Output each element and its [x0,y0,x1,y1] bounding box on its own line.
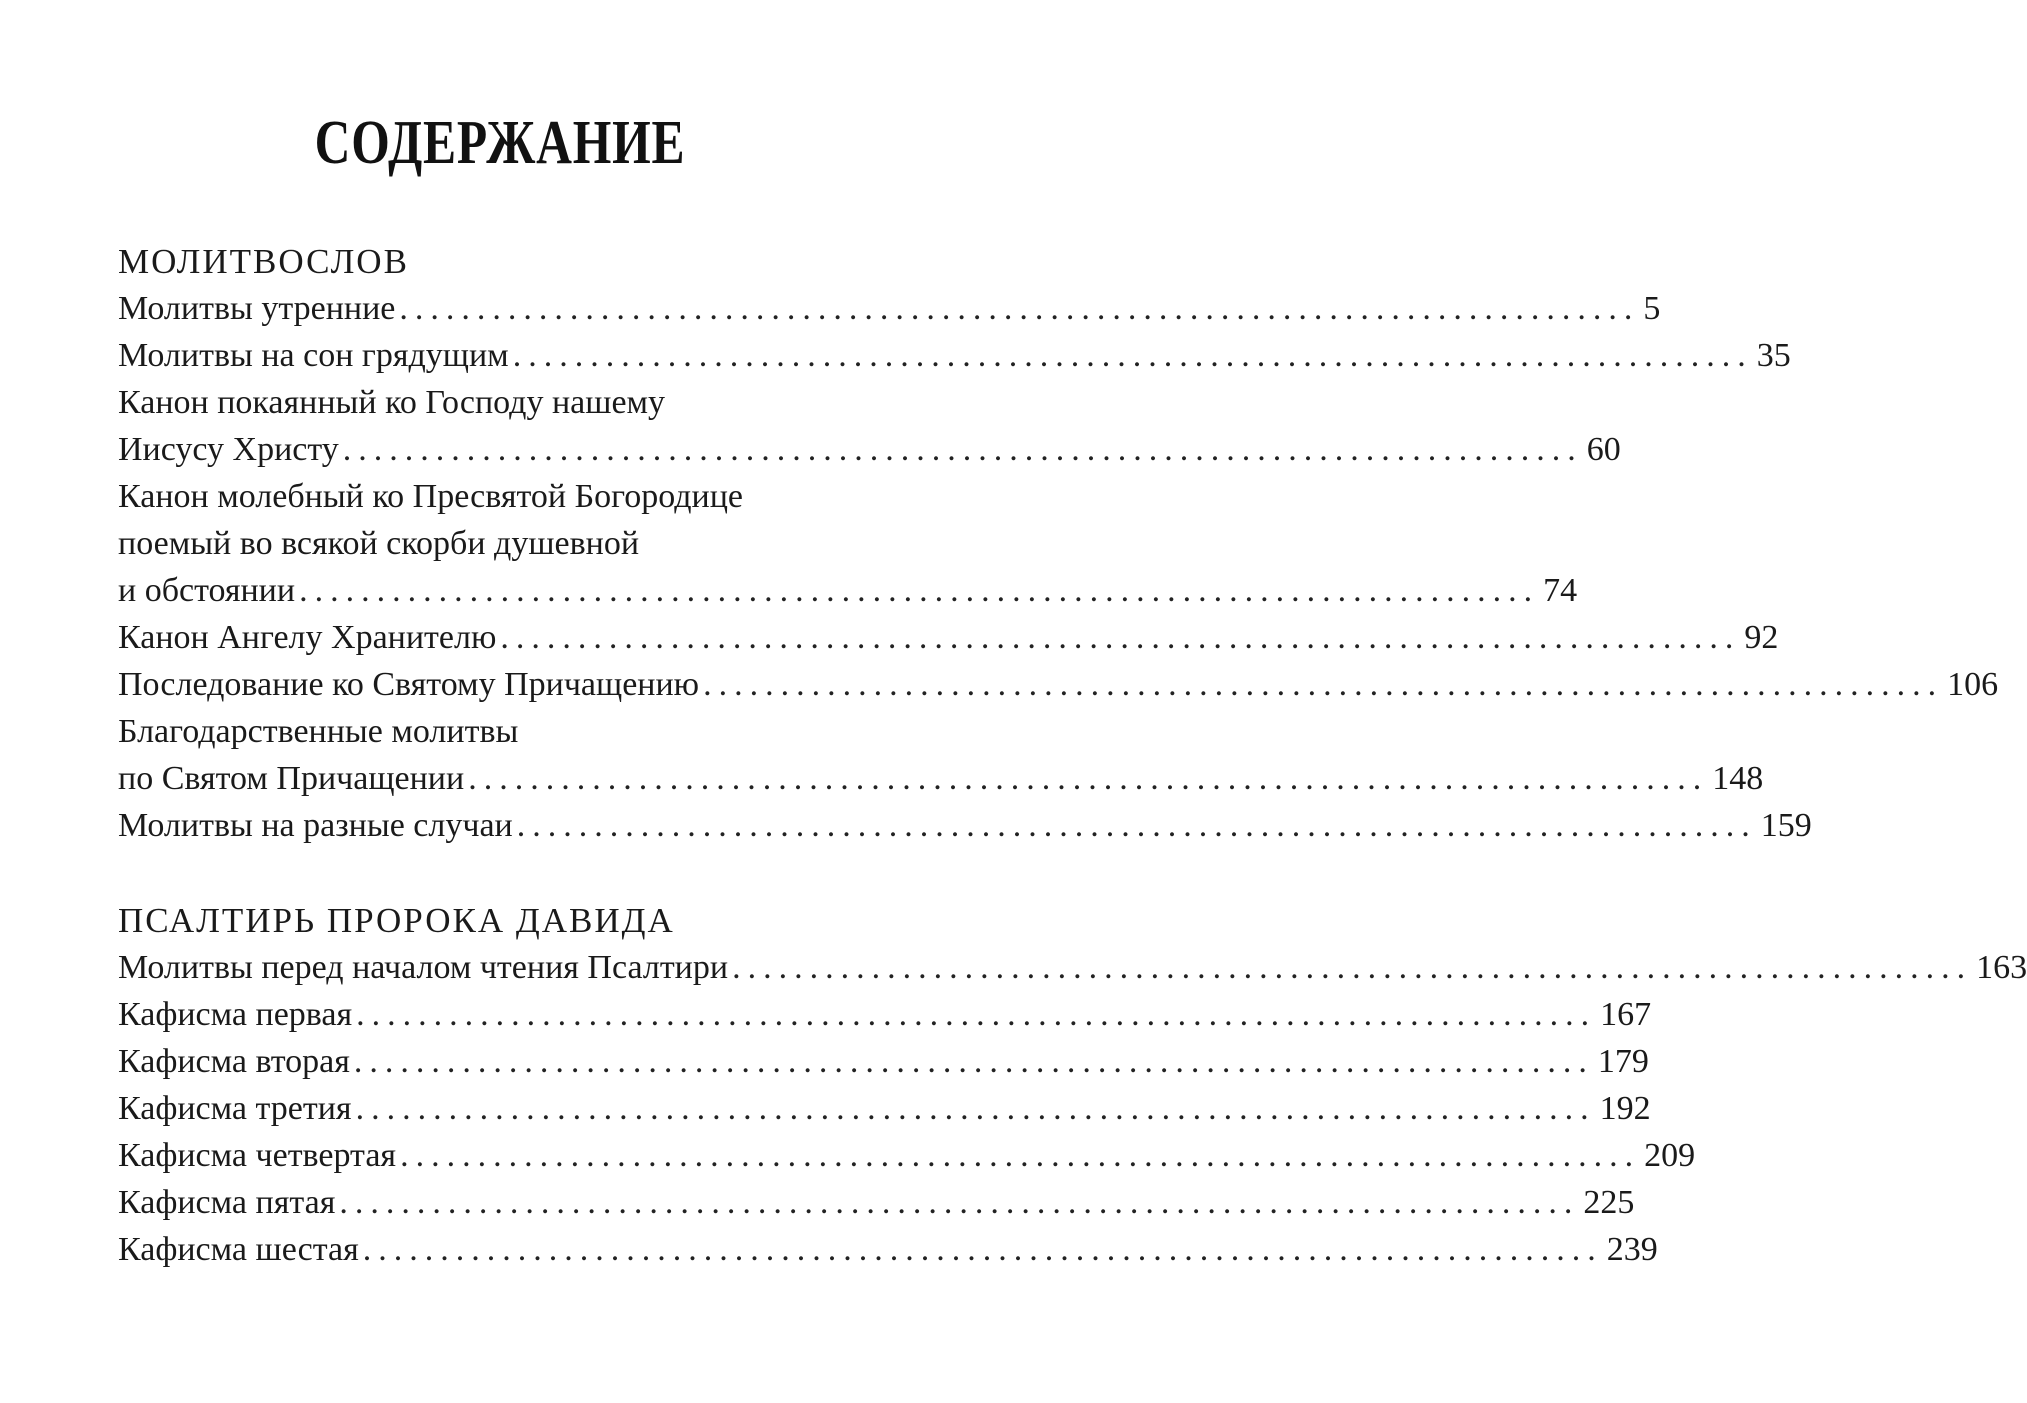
page-number: 74 [1543,572,1578,609]
toc-entry[interactable] [118,332,1791,379]
toc-entry[interactable] [118,1179,1635,1226]
page-number: 35 [1756,337,1791,374]
toc-entry-row [118,567,1578,614]
dot-leader: ................................................................................ [400,1137,1641,1174]
toc-entry-text: по Святом Причащении [118,760,465,797]
page-title: СОДЕРЖАНИЕ [314,109,686,177]
toc-entry-text: и обстоянии [118,572,296,609]
toc-entry-row [118,661,1999,708]
toc-entry-row [118,614,1779,661]
toc-entry-row [118,802,1812,849]
page-number: 159 [1760,807,1812,844]
section-molitvoslov [118,238,1999,849]
section-psaltir [118,897,2027,1273]
page-number: 5 [1643,290,1661,327]
page-number: 179 [1597,1043,1649,1080]
section-heading: ПСАЛТИРЬ ПРОРОКА ДАВИДА [118,901,675,940]
toc-entry-row [118,285,1661,332]
toc-entry-row [118,426,1621,473]
dot-leader: ................................................................................ [516,807,1757,844]
toc-entry-text: Молитвы на разные случаи [118,807,513,844]
page-number: 106 [1947,666,1999,703]
toc-entry-text: Канон Ангелу Хранителю [118,619,497,656]
toc-entry-row [118,1085,1651,1132]
toc-entry-text: Последование ко Святому Причащению [118,666,700,703]
toc-entry[interactable] [118,473,1578,614]
dot-leader: ................................................................................ [355,1090,1596,1127]
toc-entry[interactable] [118,944,2027,991]
toc-entry[interactable] [118,1132,1696,1179]
toc-entry-row [118,1226,1658,1273]
toc-entry-text: Молитвы на сон грядущим [118,337,509,374]
toc-entry[interactable] [118,802,1812,849]
toc-entry-text: Иисусу Христу [118,431,339,468]
page-number: 239 [1606,1231,1658,1268]
dot-leader: ................................................................................ [732,949,1973,986]
toc-entry-row [118,944,2027,991]
toc-entry[interactable] [118,1085,1651,1132]
toc-entry-text: Кафисма вторая [118,1043,350,1080]
dot-leader: ................................................................................ [703,666,1944,703]
toc-entry[interactable] [118,991,1652,1038]
toc-entry[interactable] [118,1226,1658,1273]
dot-leader: ................................................................................ [356,996,1597,1033]
toc-entry-row [118,1179,1635,1226]
dot-leader: ................................................................................ [299,572,1540,609]
toc-entry-text: Кафисма первая [118,996,353,1033]
toc-entry[interactable] [118,614,1779,661]
toc-entry-text: Канон покаянный ко Господу нашему [118,384,666,421]
toc-entry-text: поемый во всякой скорби душевной [118,525,640,562]
dot-leader: ................................................................................ [353,1043,1594,1080]
toc-entry-text: Кафисма третия [118,1090,352,1127]
toc-entry-text: Кафисма пятая [118,1184,336,1221]
page-number: 167 [1600,996,1652,1033]
toc-entry[interactable] [118,285,1661,332]
page-number: 209 [1644,1137,1696,1174]
toc-entry-row [118,1132,1696,1179]
toc-entry-row [118,991,1652,1038]
page-number: 192 [1599,1090,1651,1127]
toc-entry-text: Кафисма шестая [118,1231,359,1268]
toc-entry[interactable] [118,379,1621,473]
dot-leader: ................................................................................ [512,337,1753,374]
dot-leader: ................................................................................ [468,760,1709,797]
dot-leader: ................................................................................ [339,1184,1580,1221]
section-heading: МОЛИТВОСЛОВ [118,242,409,281]
toc-entry-text: Молитвы перед началом чтения Псалтири [118,949,729,986]
toc-entry-row [118,332,1791,379]
toc-entry-text: Благодарственные молитвы [118,713,519,750]
dot-leader: ................................................................................ [399,290,1640,327]
dot-leader: ................................................................................ [500,619,1741,656]
page-number: 60 [1586,431,1621,468]
page-number: 148 [1712,760,1764,797]
toc-entry[interactable] [118,1038,1649,1085]
dot-leader: ................................................................................ [362,1231,1603,1268]
page-number: 225 [1583,1184,1635,1221]
toc-entry-row [118,755,1764,802]
toc-entry[interactable] [118,708,1764,802]
toc-entry-text: Канон молебный ко Пресвятой Богородице [118,478,744,515]
toc-entry-text: Кафисма четвертая [118,1137,397,1174]
page-number: 163 [1976,949,2027,986]
toc-entry[interactable] [118,661,1999,708]
toc-entry-row [118,1038,1649,1085]
toc-entry-text: Молитвы утренние [118,290,396,327]
dot-leader: ................................................................................ [342,431,1583,468]
page-number: 92 [1744,619,1779,656]
